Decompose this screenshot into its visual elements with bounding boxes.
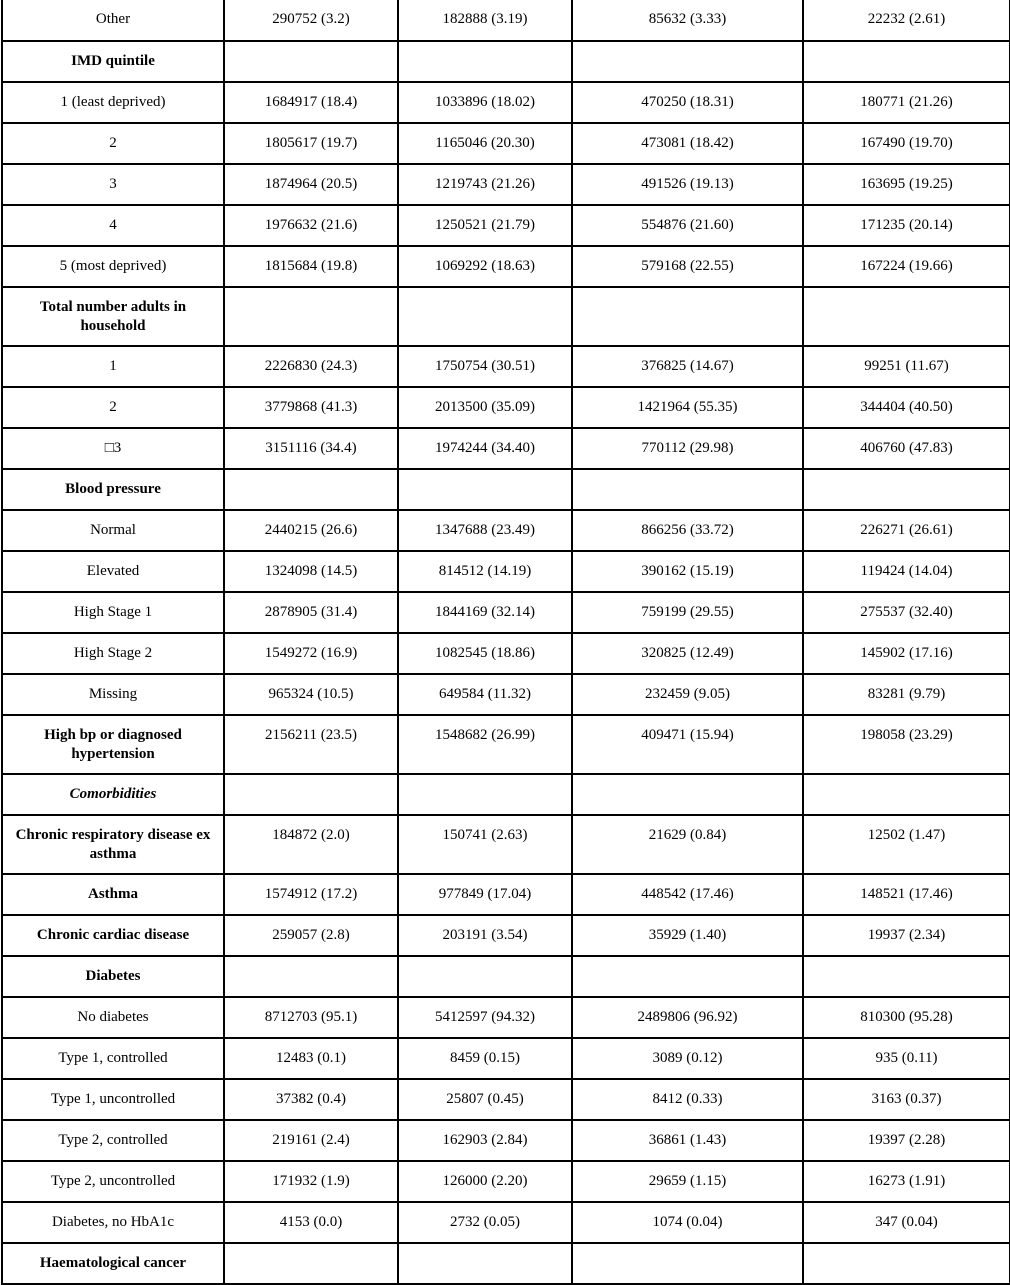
table-cell: 866256 (33.72) — [572, 510, 803, 551]
row-label: Type 1, uncontrolled — [2, 1079, 224, 1120]
table-row — [2, 123, 1010, 164]
table-body — [2, 0, 1010, 1284]
table-cell: 935 (0.11) — [803, 1038, 1010, 1079]
table-cell: 770112 (29.98) — [572, 428, 803, 469]
table-cell: 163695 (19.25) — [803, 164, 1010, 205]
table-cell: 275537 (32.40) — [803, 592, 1010, 633]
table-row — [2, 1038, 1010, 1079]
table-row — [2, 1243, 1010, 1284]
table-row — [2, 1202, 1010, 1243]
table-cell: 2732 (0.05) — [398, 1202, 572, 1243]
table-cell: 1250521 (21.79) — [398, 205, 572, 246]
table-cell: 344404 (40.50) — [803, 387, 1010, 428]
table-cell: 1805617 (19.7) — [224, 123, 398, 164]
table-cell: 1844169 (32.14) — [398, 592, 572, 633]
table-cell: 8712703 (95.1) — [224, 997, 398, 1038]
table-cell: 3779868 (41.3) — [224, 387, 398, 428]
table-cell: 554876 (21.60) — [572, 205, 803, 246]
table-cell — [572, 41, 803, 82]
row-label: Type 2, uncontrolled — [2, 1161, 224, 1202]
table-cell — [572, 1243, 803, 1284]
table-cell: 491526 (19.13) — [572, 164, 803, 205]
table-cell: 1033896 (18.02) — [398, 82, 572, 123]
row-label: Haematological cancer — [2, 1243, 224, 1284]
table-cell: 2440215 (26.6) — [224, 510, 398, 551]
table-cell: 19937 (2.34) — [803, 915, 1010, 956]
table-cell: 180771 (21.26) — [803, 82, 1010, 123]
row-label: 1 (least deprived) — [2, 82, 224, 123]
row-label: 1 — [2, 346, 224, 387]
table-cell: 759199 (29.55) — [572, 592, 803, 633]
row-label: Elevated — [2, 551, 224, 592]
table-row — [2, 915, 1010, 956]
table-cell: 1074 (0.04) — [572, 1202, 803, 1243]
table-cell — [398, 469, 572, 510]
table-row — [2, 1161, 1010, 1202]
row-label: Normal — [2, 510, 224, 551]
table-cell: 1976632 (21.6) — [224, 205, 398, 246]
table-cell: 1684917 (18.4) — [224, 82, 398, 123]
table-cell — [803, 469, 1010, 510]
table-cell — [398, 956, 572, 997]
table-cell — [398, 774, 572, 815]
table-cell: 2013500 (35.09) — [398, 387, 572, 428]
table-cell — [224, 469, 398, 510]
table-cell: 1815684 (19.8) — [224, 246, 398, 287]
table-cell: 167224 (19.66) — [803, 246, 1010, 287]
table-cell — [572, 287, 803, 346]
table-cell: 198058 (23.29) — [803, 715, 1010, 774]
row-label: 2 — [2, 123, 224, 164]
table-cell: 12483 (0.1) — [224, 1038, 398, 1079]
table-row — [2, 287, 1010, 346]
table-cell: 167490 (19.70) — [803, 123, 1010, 164]
table-row — [2, 715, 1010, 774]
row-label: Asthma — [2, 874, 224, 915]
row-label: Missing — [2, 674, 224, 715]
table-cell — [572, 469, 803, 510]
table-row — [2, 346, 1010, 387]
table-cell: 409471 (15.94) — [572, 715, 803, 774]
table-cell: 2226830 (24.3) — [224, 346, 398, 387]
table-cell: 290752 (3.2) — [224, 0, 398, 41]
table-cell: 8412 (0.33) — [572, 1079, 803, 1120]
table-cell: 1874964 (20.5) — [224, 164, 398, 205]
table-cell — [572, 956, 803, 997]
table-row — [2, 164, 1010, 205]
table-row — [2, 510, 1010, 551]
table-cell — [224, 774, 398, 815]
table-cell: 1549272 (16.9) — [224, 633, 398, 674]
table-cell: 226271 (26.61) — [803, 510, 1010, 551]
table-cell: 8459 (0.15) — [398, 1038, 572, 1079]
table-row — [2, 82, 1010, 123]
table-cell: 148521 (17.46) — [803, 874, 1010, 915]
row-label: High Stage 1 — [2, 592, 224, 633]
row-label: Type 2, controlled — [2, 1120, 224, 1161]
table-cell — [803, 956, 1010, 997]
table-row — [2, 815, 1010, 874]
table-row — [2, 633, 1010, 674]
table-cell: 22232 (2.61) — [803, 0, 1010, 41]
table-cell: 649584 (11.32) — [398, 674, 572, 715]
table-row — [2, 551, 1010, 592]
table-cell: 184872 (2.0) — [224, 815, 398, 874]
table-cell: 99251 (11.67) — [803, 346, 1010, 387]
table-cell — [803, 287, 1010, 346]
table-cell: 232459 (9.05) — [572, 674, 803, 715]
table-cell — [803, 1243, 1010, 1284]
table-cell — [224, 1243, 398, 1284]
table-cell: 83281 (9.79) — [803, 674, 1010, 715]
row-label: Blood pressure — [2, 469, 224, 510]
table-row — [2, 956, 1010, 997]
table-cell: 36861 (1.43) — [572, 1120, 803, 1161]
row-label: Diabetes, no HbA1c — [2, 1202, 224, 1243]
table-cell: 473081 (18.42) — [572, 123, 803, 164]
table-cell: 37382 (0.4) — [224, 1079, 398, 1120]
table-row — [2, 674, 1010, 715]
table-cell: 203191 (3.54) — [398, 915, 572, 956]
table-cell: 320825 (12.49) — [572, 633, 803, 674]
table-row — [2, 1079, 1010, 1120]
table-cell: 977849 (17.04) — [398, 874, 572, 915]
table-cell: 1324098 (14.5) — [224, 551, 398, 592]
table-cell: 29659 (1.15) — [572, 1161, 803, 1202]
table-row — [2, 428, 1010, 469]
row-label: Type 1, controlled — [2, 1038, 224, 1079]
table-cell: 810300 (95.28) — [803, 997, 1010, 1038]
row-label: Other — [2, 0, 224, 41]
table-row — [2, 774, 1010, 815]
table-cell: 259057 (2.8) — [224, 915, 398, 956]
table-cell: 1069292 (18.63) — [398, 246, 572, 287]
table-cell — [398, 1243, 572, 1284]
table-cell: 35929 (1.40) — [572, 915, 803, 956]
row-label: 3 — [2, 164, 224, 205]
row-label: 4 — [2, 205, 224, 246]
table-cell: 19397 (2.28) — [803, 1120, 1010, 1161]
table-cell: 3089 (0.12) — [572, 1038, 803, 1079]
table-cell: 1574912 (17.2) — [224, 874, 398, 915]
table-cell: 1750754 (30.51) — [398, 346, 572, 387]
row-label: Comorbidities — [2, 774, 224, 815]
table-cell: 162903 (2.84) — [398, 1120, 572, 1161]
row-label: High Stage 2 — [2, 633, 224, 674]
table-cell: 2489806 (96.92) — [572, 997, 803, 1038]
table-cell: 12502 (1.47) — [803, 815, 1010, 874]
table-cell — [398, 287, 572, 346]
table-cell: 2878905 (31.4) — [224, 592, 398, 633]
table-cell — [398, 41, 572, 82]
table-cell: 470250 (18.31) — [572, 82, 803, 123]
characteristics-table — [1, 0, 1010, 1285]
table-cell: 150741 (2.63) — [398, 815, 572, 874]
table-row — [2, 0, 1010, 41]
table-cell: 4153 (0.0) — [224, 1202, 398, 1243]
table-cell — [803, 41, 1010, 82]
table-cell: 1974244 (34.40) — [398, 428, 572, 469]
table-cell: 5412597 (94.32) — [398, 997, 572, 1038]
row-label: □3 — [2, 428, 224, 469]
table-cell: 376825 (14.67) — [572, 346, 803, 387]
table-cell — [572, 774, 803, 815]
table-cell: 126000 (2.20) — [398, 1161, 572, 1202]
table-row — [2, 387, 1010, 428]
table-cell: 579168 (22.55) — [572, 246, 803, 287]
table-cell: 1347688 (23.49) — [398, 510, 572, 551]
table-cell — [224, 287, 398, 346]
table-cell: 21629 (0.84) — [572, 815, 803, 874]
row-label: Chronic cardiac disease — [2, 915, 224, 956]
table-row — [2, 874, 1010, 915]
table-cell: 3151116 (34.4) — [224, 428, 398, 469]
table-cell: 814512 (14.19) — [398, 551, 572, 592]
table-cell: 347 (0.04) — [803, 1202, 1010, 1243]
table-cell — [803, 774, 1010, 815]
table-cell: 390162 (15.19) — [572, 551, 803, 592]
table-cell: 1082545 (18.86) — [398, 633, 572, 674]
table-row — [2, 1120, 1010, 1161]
row-label: Diabetes — [2, 956, 224, 997]
table-cell — [224, 956, 398, 997]
table-row — [2, 246, 1010, 287]
row-label: Chronic respiratory disease ex asthma — [2, 815, 224, 874]
row-label: 5 (most deprived) — [2, 246, 224, 287]
table-cell — [224, 41, 398, 82]
table-cell: 171235 (20.14) — [803, 205, 1010, 246]
table-cell: 145902 (17.16) — [803, 633, 1010, 674]
table-cell: 1548682 (26.99) — [398, 715, 572, 774]
row-label: Total number adults in household — [2, 287, 224, 346]
table-cell: 182888 (3.19) — [398, 0, 572, 41]
row-label: High bp or diagnosed hypertension — [2, 715, 224, 774]
table-cell: 219161 (2.4) — [224, 1120, 398, 1161]
table-cell: 119424 (14.04) — [803, 551, 1010, 592]
table-row — [2, 469, 1010, 510]
table-cell: 406760 (47.83) — [803, 428, 1010, 469]
table-cell: 1219743 (21.26) — [398, 164, 572, 205]
table-cell: 25807 (0.45) — [398, 1079, 572, 1120]
table-cell: 1165046 (20.30) — [398, 123, 572, 164]
table-row — [2, 205, 1010, 246]
table-row — [2, 41, 1010, 82]
table-cell: 965324 (10.5) — [224, 674, 398, 715]
table-cell: 2156211 (23.5) — [224, 715, 398, 774]
table-cell: 16273 (1.91) — [803, 1161, 1010, 1202]
table-row — [2, 592, 1010, 633]
table-cell: 171932 (1.9) — [224, 1161, 398, 1202]
table-cell: 85632 (3.33) — [572, 0, 803, 41]
row-label: IMD quintile — [2, 41, 224, 82]
table-cell: 3163 (0.37) — [803, 1079, 1010, 1120]
table-row — [2, 997, 1010, 1038]
row-label: 2 — [2, 387, 224, 428]
row-label: No diabetes — [2, 997, 224, 1038]
table-cell: 1421964 (55.35) — [572, 387, 803, 428]
table-cell: 448542 (17.46) — [572, 874, 803, 915]
